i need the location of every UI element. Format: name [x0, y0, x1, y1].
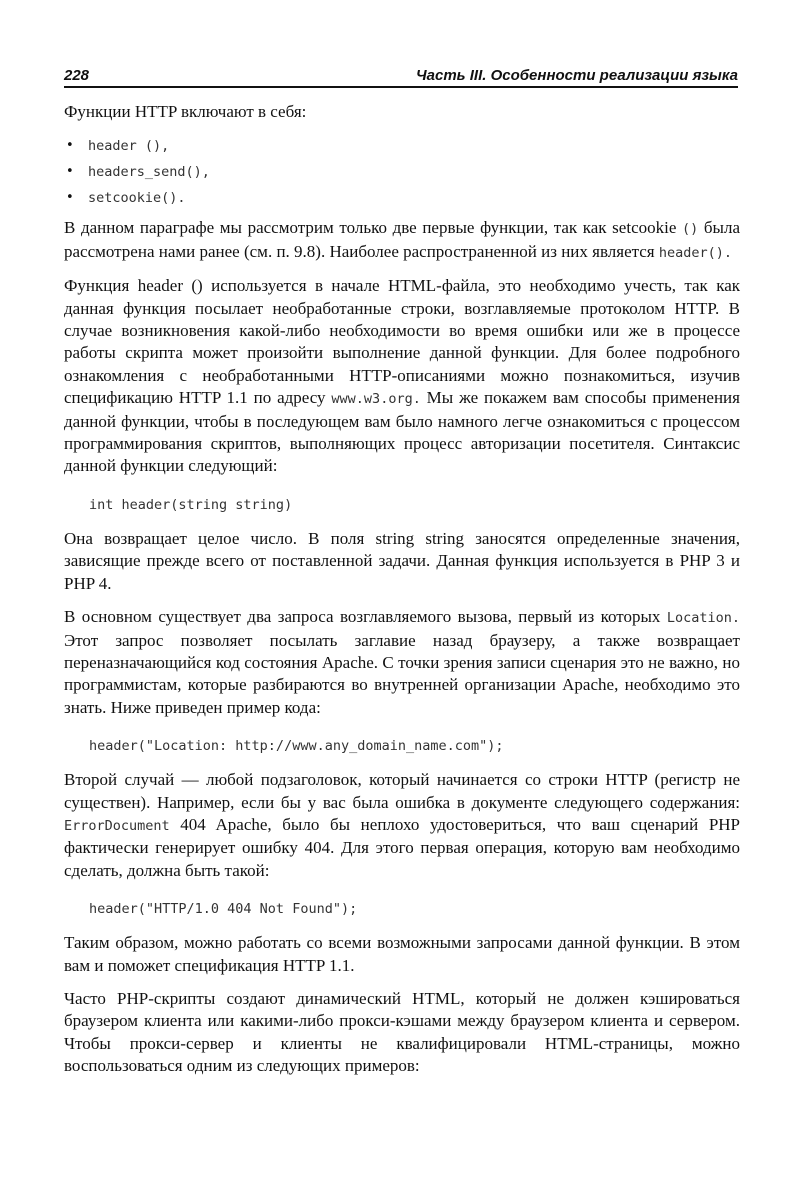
paragraph-text: была рассмотрена нами ранее (см. п. 9.8). Наиболее распространенной из них является — [64, 218, 740, 261]
inline-code: header(). — [658, 244, 733, 261]
code-line: header("HTTP/1.0 404 Not Found"); — [89, 901, 358, 918]
paragraph-text: В основном существует два запроса возглавляемого вызова, первый из которых — [64, 607, 667, 627]
paragraph-5 — [64, 769, 740, 882]
paragraph-text: Второй случай — любой подзаголовок, который начинается со строки HTTP (регистр не существен). Например, если бы у вас была ошибка в документе следующего содержания: — [64, 770, 740, 812]
paragraph-text: 404 Apache, было бы неплохо удостовериться, что ваш сценарий PHP фактически генерирует ошибку 404. Для этого первая операция, которую вам необходимо сделать, должна быть такой: — [64, 814, 740, 880]
paragraph-4 — [64, 606, 740, 719]
paragraph-text: Мы же покажем вам способы применения данной функции, чтобы в последующем вам было намного легче ознакомиться с процессом программирования скриптов, выполняющих процесс авторизации посетителя. Синтаксис данной функции следующий: — [64, 388, 740, 476]
code-example-2 — [64, 733, 740, 759]
inline-code: www.w3.org. — [331, 391, 421, 408]
paragraph-3: Она возвращает целое число. В поля string string заносятся определенные значения, зависящие прежде всего от поставленной задачи. Данная функция используется в PHP 3 и PHP 4. — [64, 528, 740, 593]
function-list — [64, 133, 740, 211]
intro-paragraph: Функции HTTP включают в себя: — [64, 102, 307, 121]
code-line: int header(string string) — [89, 496, 293, 513]
paragraph-1 — [64, 217, 740, 264]
code-line: header("Location: http://www.any_domain_name.com"); — [89, 738, 504, 755]
inline-code: () — [682, 221, 699, 238]
paragraph-6: Таким образом, можно работать со всеми возможными запросами данной функции. В этом вам и поможет спецификация HTTP 1.1. — [64, 933, 740, 975]
page-body — [64, 101, 740, 1078]
paragraph-7: Часто PHP-скрипты создают динамический HTML, который не должен кэшироваться браузером клиента или какими-либо прокси-кэшами между браузером клиента и сервером. Чтобы прокси-сервер и клиенты не квалифицировали HTML-страницы, можно воспользоваться одним из следующих примеров: — [64, 988, 740, 1076]
list-item: • headers_send(), — [64, 159, 740, 185]
paragraph-text: В данном параграфе мы рассмотрим только две первые функции, так как setcookie — [64, 218, 682, 238]
list-item: • header (), — [64, 133, 740, 159]
paragraph-text: Функция header () используется в начале HTML-файла, это необходимо учесть, так как данная функция посылает необработанные строки, возглавляемые протоколом HTTP. В случае возникновения какой-либо необходимости во время ошибки или же в процессе работы скрипта может произойти выполнение данной функции. Для более подробного ознакомления с необработанными HTTP-описаниями можно познакомиться, изучив спецификацию HTTP 1.1 по адресу — [64, 276, 740, 408]
page-number: 228 — [64, 67, 90, 84]
inline-code: Location. — [666, 610, 740, 627]
running-header — [64, 60, 738, 84]
inline-code: ErrorDocument — [64, 817, 170, 834]
code-example-3 — [64, 896, 740, 922]
list-item: • setcookie(). — [64, 185, 740, 211]
part-title: Часть III. Особенности реализации языка — [416, 67, 738, 84]
header-rule — [64, 86, 738, 88]
paragraph-text: Этот запрос позволяет посылать заглавие назад браузеру, а также возвращает переназначающийся код состояния Apache. С точки зрения записи сценария это не важно, но программистам, которые разбираются во внутренней организации Apache, необходимо это знать. Ниже приведен пример кода: — [64, 630, 740, 717]
code-example-1 — [64, 492, 740, 518]
paragraph-2 — [64, 275, 740, 478]
